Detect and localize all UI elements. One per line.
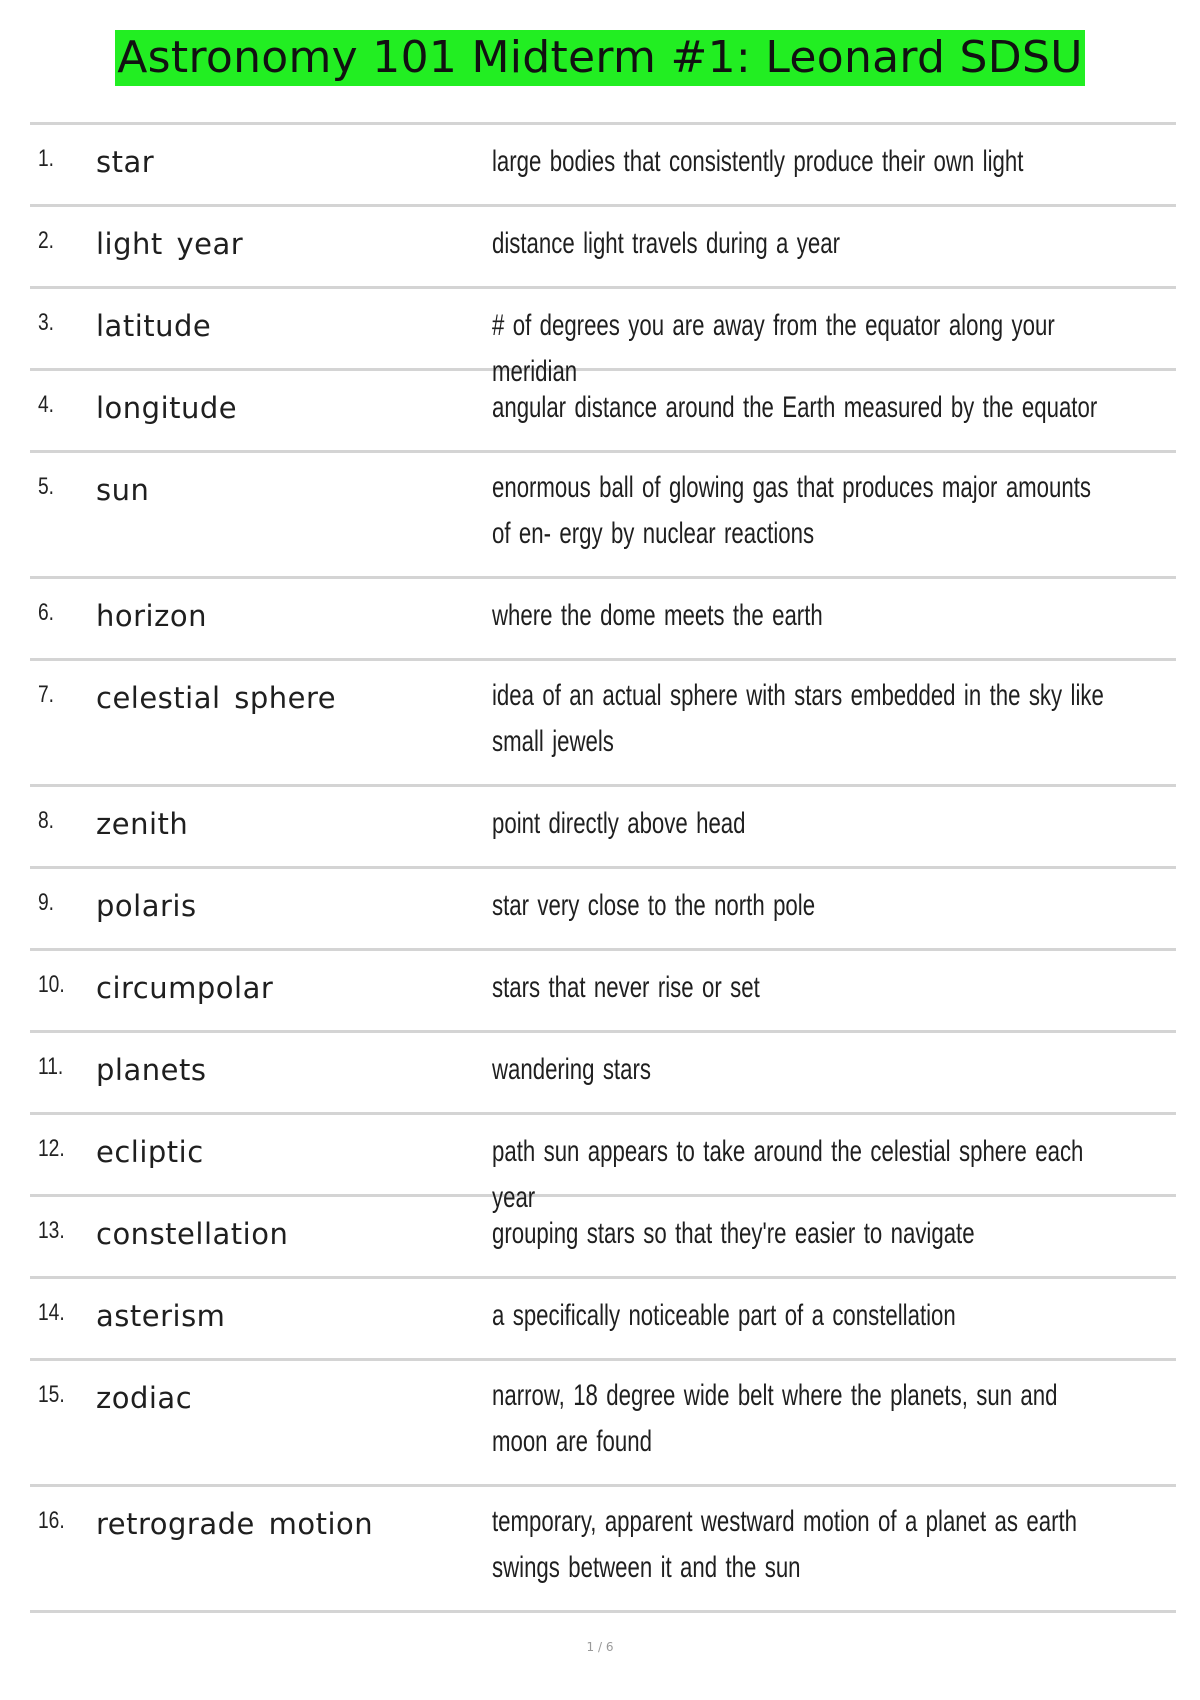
item-term: zodiac [96, 1381, 193, 1415]
item-definition: narrow, 18 degree wide belt where the planets, sun and moon are found [492, 1379, 1058, 1458]
item-term: star [96, 145, 155, 179]
item-definition: # of degrees you are away from the equator along your meridian [492, 309, 1055, 388]
item-number: 14. [38, 1299, 65, 1326]
item-term: light year [96, 227, 244, 261]
table-row [30, 289, 1176, 388]
item-term: longitude [96, 391, 238, 425]
item-definition: large bodies that consistently produce their own light [492, 145, 1024, 178]
item-term: celestial sphere [96, 681, 337, 715]
item-number: 16. [38, 1507, 65, 1534]
item-number: 7. [38, 681, 55, 708]
item-definition: angular distance around the Earth measured by the equator [492, 391, 1098, 424]
item-number: 15. [38, 1381, 65, 1408]
item-number: 6. [38, 599, 55, 626]
item-term: zenith [96, 807, 189, 841]
item-number: 5. [38, 473, 55, 500]
item-definition: path sun appears to take around the celestial sphere each year [492, 1135, 1084, 1214]
item-definition: star very close to the north pole [492, 889, 816, 922]
item-number: 11. [38, 1053, 64, 1080]
table-row [30, 1197, 1176, 1279]
item-number: 4. [38, 391, 55, 418]
item-number: 10. [38, 971, 65, 998]
table-row [30, 1033, 1176, 1115]
item-number: 13. [38, 1217, 65, 1244]
item-term: planets [96, 1053, 207, 1087]
item-definition: a specifically noticeable part of a constellation [492, 1299, 956, 1332]
table-row [30, 371, 1176, 453]
item-number: 1. [38, 145, 55, 172]
item-term: latitude [96, 309, 212, 343]
title-wrapper [0, 30, 1200, 86]
item-term: sun [96, 473, 150, 507]
table-row [30, 1115, 1176, 1214]
item-definition: wandering stars [492, 1053, 651, 1086]
item-term: horizon [96, 599, 207, 633]
table-row [30, 951, 1176, 1033]
item-term: ecliptic [96, 1135, 204, 1169]
item-definition: enormous ball of glowing gas that produces major amounts of en- ergy by nuclear reactions [492, 471, 1091, 550]
item-definition: where the dome meets the earth [492, 599, 823, 632]
item-definition: temporary, apparent westward motion of a planet as earth swings between it and the sun [492, 1505, 1077, 1584]
item-number: 2. [38, 227, 55, 254]
flashcard-table [30, 122, 1176, 1613]
item-definition: idea of an actual sphere with stars embedded in the sky like small jewels [492, 679, 1104, 758]
item-definition: stars that never rise or set [492, 971, 760, 1004]
item-number: 12. [38, 1135, 65, 1162]
page-title: Astronomy 101 Midterm #1: Leonard SDSU [115, 30, 1084, 86]
item-number: 3. [38, 309, 55, 336]
table-row [30, 207, 1176, 289]
item-term: circumpolar [96, 971, 274, 1005]
item-term: constellation [96, 1217, 289, 1251]
item-term: retrograde motion [96, 1507, 374, 1541]
table-row [30, 1279, 1176, 1361]
item-definition: point directly above head [492, 807, 746, 840]
table-row [30, 1361, 1176, 1487]
table-row [30, 579, 1176, 661]
table-row [30, 1487, 1176, 1613]
item-term: asterism [96, 1299, 226, 1333]
table-row [30, 125, 1176, 207]
item-definition: grouping stars so that they're easier to navigate [492, 1217, 975, 1250]
table-row [30, 787, 1176, 869]
table-row [30, 661, 1176, 787]
table-row [30, 869, 1176, 951]
item-number: 8. [38, 807, 55, 834]
item-term: polaris [96, 889, 197, 923]
table-row [30, 453, 1176, 579]
item-number: 9. [38, 889, 55, 916]
page-number: 1 / 6 [586, 1640, 614, 1654]
item-definition: distance light travels during a year [492, 227, 840, 260]
